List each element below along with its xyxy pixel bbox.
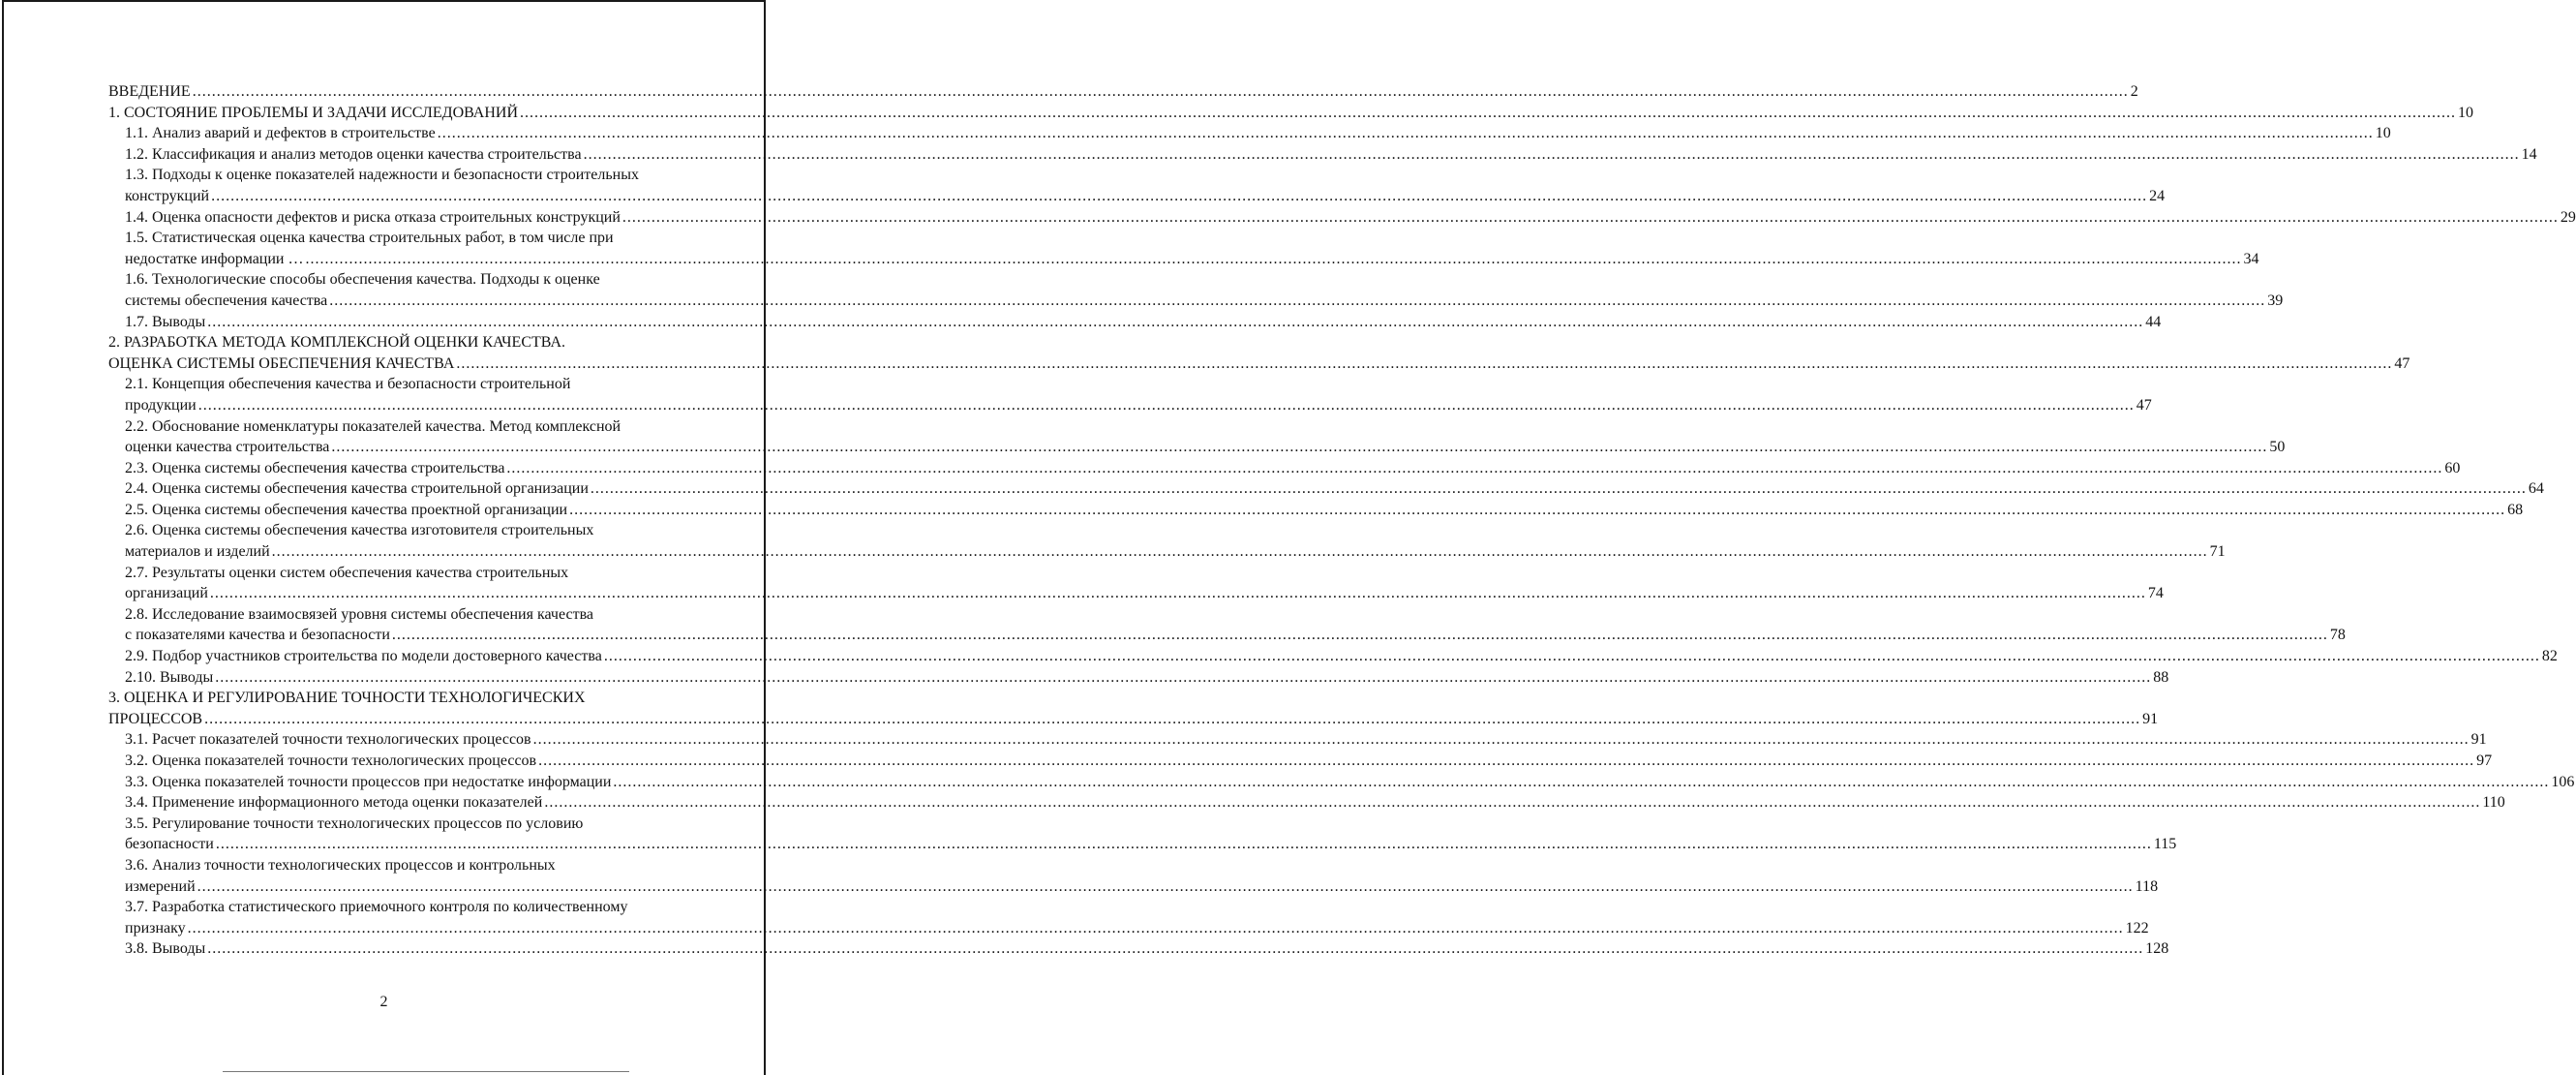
- dot-leader: ................................................................................................................................................................................................................................................................................................................................................................................................................: [520, 104, 2457, 121]
- toc-entry-row: [125, 834, 2177, 855]
- dot-leader: ................................................................................................................................................................................................................................................................................................................................................................................................................: [329, 292, 2266, 309]
- toc-entry-title-line: 2.8. Исследование взаимосвязей уровня системы обеспечения качества: [125, 605, 594, 623]
- dot-leader: ................................................................................................................................................................................................................................................................................................................................................................................................................: [391, 627, 2328, 644]
- toc-entry-title-line: 2.1. Концепция обеспечения качества и безопасности строительной: [125, 376, 571, 393]
- toc-entry-title: 1.7. Выводы: [125, 313, 206, 330]
- toc-entry-title: с показателями качества и безопасности: [125, 627, 390, 644]
- toc-entry-title: ВВЕДЕНИЕ: [108, 83, 191, 100]
- toc-entry-page: 118: [2135, 877, 2159, 895]
- toc-entry-row: [125, 186, 2166, 207]
- dot-leader: ................................................................................................................................................................................................................................................................................................................................................................................................................: [569, 501, 2506, 518]
- toc-entry-title: 2.5. Оценка системы обеспечения качества проектной организации: [125, 501, 568, 518]
- toc-entry-title-line: 2. РАЗРАБОТКА МЕТОДА КОМПЛЕКСНОЙ ОЦЕНКИ КАЧЕСТВА.: [108, 334, 565, 352]
- toc-entry-page: 68: [2507, 501, 2524, 518]
- toc-entry-row: [125, 144, 2537, 166]
- toc-entry-page: 88: [2153, 668, 2169, 686]
- toc-entry: [108, 458, 2461, 479]
- toc-entry-row: [108, 709, 2159, 730]
- toc-entry-title: 3.3. Оценка показателей точности процессов при недостатке информации: [125, 773, 612, 790]
- toc-entry-row: [125, 729, 2487, 751]
- toc-entry-title: 1.4. Оценка опасности дефектов и риска отказа строительных конструкций: [125, 208, 621, 226]
- toc-entry: [108, 165, 2166, 206]
- dot-leader: ................................................................................................................................................................................................................................................................................................................................................................................................................: [192, 83, 2129, 100]
- dot-leader: ................................................................................................................................................................................................................................................................................................................................................................................................................: [197, 396, 2135, 414]
- toc-entry-page: 24: [2149, 187, 2166, 204]
- toc-entry-row: [125, 478, 2544, 500]
- toc-entry-page: 2: [2130, 83, 2138, 100]
- toc-entry-page: 14: [2521, 145, 2537, 163]
- dot-leader: ................................................................................................................................................................................................................................................................................................................................................................................................................: [538, 752, 2475, 769]
- page-number: 2: [379, 994, 388, 1010]
- dot-leader: ................................................................................................................................................................................................................................................................................................................................................................................................................: [590, 480, 2527, 498]
- toc-entry-page: 71: [2209, 543, 2226, 561]
- dot-leader: ................................................................................................................................................................................................................................................................................................................................................................................................................: [603, 648, 2540, 665]
- toc-entry-title: оценки качества строительства: [125, 439, 330, 456]
- toc-entry-title: 2.10. Выводы: [125, 668, 214, 686]
- toc-entry-title-line: 3. ОЦЕНКА И РЕГУЛИРОВАНИЕ ТОЧНОСТИ ТЕХНОЛОГИЧЕСКИХ: [108, 690, 586, 707]
- toc-entry-row: [125, 541, 2226, 563]
- toc-entry: [108, 269, 2284, 311]
- toc-entry: [108, 207, 2576, 229]
- toc-entry-row: [125, 123, 2391, 144]
- toc-entry-title: измерений: [125, 877, 196, 895]
- toc-entry-title-line: 1.6. Технологические способы обеспечения качества. Подходы к оценке: [125, 271, 600, 289]
- toc-entry: [108, 228, 2259, 269]
- toc-entry-title: 3.2. Оценка показателей точности технологических процессов: [125, 752, 537, 769]
- toc-entry-page: 110: [2482, 794, 2505, 812]
- toc-entry: [108, 312, 2162, 333]
- toc-entry: [108, 772, 2575, 793]
- dot-leader: ................................................................................................................................................................................................................................................................................................................................................................................................................: [211, 187, 2148, 204]
- toc-entry-title: организаций: [125, 585, 208, 602]
- toc-entry-title-line: 2.2. Обоснование номенклатуры показателей качества. Метод комплексной: [125, 417, 621, 435]
- toc-entry-page: 34: [2243, 250, 2259, 267]
- toc-entry-page: 60: [2444, 459, 2461, 476]
- toc-entry-page: 91: [2142, 710, 2159, 727]
- toc-entry-page: 128: [2145, 940, 2169, 958]
- toc-entry-page: 122: [2125, 919, 2149, 937]
- dot-leader: ................................................................................................................................................................................................................................................................................................................................................................................................................: [456, 354, 2393, 372]
- toc-entry-row: [125, 583, 2164, 604]
- toc-entry-title-line: 2.7. Результаты оценки систем обеспечения качества строительных: [125, 564, 569, 581]
- toc-entry: [108, 751, 2493, 772]
- toc-entry-title-line: 3.6. Анализ точности технологических процессов и контрольных: [125, 856, 556, 874]
- toc-entry-row: [108, 81, 2138, 103]
- dot-leader: ................................................................................................................................................................................................................................................................................................................................................................................................................: [532, 731, 2470, 749]
- toc-entry-title: 3.4. Применение информационного метода оценки показателей: [125, 794, 543, 812]
- toc-entry-row: [125, 772, 2575, 793]
- toc-entry-title-line: 3.5. Регулирование точности технологических процессов по условию: [125, 814, 584, 832]
- toc-entry-page: 115: [2153, 836, 2177, 853]
- toc-entry-page: 82: [2541, 648, 2558, 665]
- toc-entry-row: [125, 751, 2493, 772]
- toc-entry: [108, 688, 2159, 729]
- toc-entry-page: 29: [2560, 208, 2576, 226]
- toc-entry: [108, 897, 2149, 938]
- toc-entry: [108, 144, 2537, 166]
- dot-leader: ................................................................................................................................................................................................................................................................................................................................................................................................................: [544, 794, 2481, 812]
- table-of-contents: [108, 81, 2576, 960]
- dot-leader: ................................................................................................................................................................................................................................................................................................................................................................................................................: [204, 710, 2141, 727]
- toc-entry: [108, 500, 2524, 521]
- toc-entry-page: 44: [2145, 313, 2162, 330]
- dot-leader: ................................................................................................................................................................................................................................................................................................................................................................................................................: [305, 250, 2242, 267]
- toc-entry-title: 1.2. Классификация и анализ методов оценки качества строительства: [125, 145, 582, 163]
- dot-leader: ................................................................................................................................................................................................................................................................................................................................................................................................................: [215, 836, 2152, 853]
- toc-entry-title: продукции: [125, 396, 197, 414]
- toc-entry-page: 97: [2476, 752, 2493, 769]
- toc-entry-page: 50: [2269, 439, 2286, 456]
- toc-entry: [108, 792, 2505, 814]
- toc-entry-row: [125, 876, 2159, 898]
- toc-entry-row: [125, 395, 2152, 416]
- dot-leader: ................................................................................................................................................................................................................................................................................................................................................................................................................: [209, 585, 2146, 602]
- toc-entry: [108, 667, 2169, 689]
- toc-entry-title: 2.4. Оценка системы обеспечения качества строительной организации: [125, 480, 589, 498]
- toc-entry: [108, 478, 2544, 500]
- toc-entry: [108, 729, 2487, 751]
- toc-entry-page: 74: [2147, 585, 2164, 602]
- toc-entry: [108, 604, 2346, 646]
- toc-entry-title: признаку: [125, 919, 186, 937]
- toc-entry: [108, 81, 2138, 103]
- toc-entry-row: [125, 500, 2524, 521]
- dot-leader: ................................................................................................................................................................................................................................................................................................................................................................................................................: [437, 125, 2374, 142]
- toc-entry-page: 39: [2267, 292, 2284, 309]
- toc-entry-row: [125, 792, 2505, 814]
- dot-leader: ................................................................................................................................................................................................................................................................................................................................................................................................................: [197, 877, 2134, 895]
- toc-entry-row: [125, 249, 2259, 270]
- toc-entry: [108, 332, 2410, 374]
- toc-entry-title: ОЦЕНКА СИСТЕМЫ ОБЕСПЕЧЕНИЯ КАЧЕСТВА: [108, 354, 455, 372]
- toc-entry-row: [125, 437, 2286, 458]
- toc-entry-title: 2.3. Оценка системы обеспечения качества строительства: [125, 459, 505, 476]
- toc-entry-title: 3.8. Выводы: [125, 940, 206, 958]
- toc-entry-row: [125, 938, 2169, 960]
- toc-entry-row: [125, 646, 2558, 667]
- toc-entry: [108, 103, 2474, 124]
- dot-leader: ................................................................................................................................................................................................................................................................................................................................................................................................................: [331, 439, 2268, 456]
- toc-entry-title: недостатке информации …: [125, 250, 304, 267]
- toc-entry-title: ПРОЦЕССОВ: [108, 710, 203, 727]
- toc-entry: [108, 520, 2226, 562]
- dot-leader: ................................................................................................................................................................................................................................................................................................................................................................................................................: [207, 940, 2144, 958]
- toc-entry: [108, 855, 2159, 897]
- toc-entry: [108, 646, 2558, 667]
- toc-entry: [108, 374, 2152, 415]
- toc-entry-page: 47: [2394, 354, 2410, 372]
- toc-entry: [108, 814, 2177, 855]
- scan-border-left: [2, 0, 4, 1075]
- dot-leader: ................................................................................................................................................................................................................................................................................................................................................................................................................: [187, 919, 2124, 937]
- toc-entry-title: системы обеспечения качества: [125, 292, 328, 309]
- toc-entry: [108, 416, 2286, 458]
- toc-entry: [108, 563, 2164, 604]
- toc-entry-row: [125, 625, 2346, 646]
- toc-entry-row: [125, 667, 2169, 689]
- toc-entry-title-line: 1.5. Статистическая оценка качества строительных работ, в том числе при: [125, 230, 614, 247]
- toc-entry-page: 78: [2329, 627, 2346, 644]
- toc-entry-title: материалов и изделий: [125, 543, 270, 561]
- toc-entry-page: 10: [2375, 125, 2391, 142]
- toc-entry: [108, 123, 2391, 144]
- dot-leader: ................................................................................................................................................................................................................................................................................................................................................................................................................: [583, 145, 2520, 163]
- dot-leader: ................................................................................................................................................................................................................................................................................................................................................................................................................: [215, 668, 2152, 686]
- toc-entry-row: [125, 291, 2284, 312]
- dot-leader: ................................................................................................................................................................................................................................................................................................................................................................................................................: [207, 313, 2144, 330]
- toc-entry-page: 64: [2528, 480, 2544, 498]
- toc-entry: [108, 938, 2169, 960]
- toc-entry-title: 2.9. Подбор участников строительства по модели достоверного качества: [125, 648, 602, 665]
- toc-entry-row: [108, 103, 2474, 124]
- toc-entry-title: 1.1. Анализ аварий и дефектов в строительстве: [125, 125, 436, 142]
- toc-entry-row: [125, 312, 2162, 333]
- toc-entry-title-line: 1.3. Подходы к оценке показателей надежности и безопасности строительных: [125, 167, 639, 184]
- toc-entry-row: [125, 918, 2149, 939]
- toc-entry-page: 47: [2136, 396, 2152, 414]
- toc-entry-title-line: 2.6. Оценка системы обеспечения качества изготовителя строительных: [125, 522, 594, 539]
- scan-border-top: [2, 0, 766, 2]
- toc-entry-title-line: 3.7. Разработка статистического приемочного контроля по количественному: [125, 899, 628, 916]
- toc-entry-row: [108, 353, 2410, 375]
- toc-entry-title: конструкций: [125, 187, 210, 204]
- toc-entry-title: 3.1. Расчет показателей точности технологических процессов: [125, 731, 531, 749]
- dot-leader: ................................................................................................................................................................................................................................................................................................................................................................................................................: [613, 773, 2550, 790]
- scan-border-bottom: [223, 1071, 629, 1072]
- toc-entry-page: 10: [2458, 104, 2474, 121]
- toc-entry-row: [125, 458, 2461, 479]
- toc-entry-page: 91: [2470, 731, 2487, 749]
- dot-leader: ................................................................................................................................................................................................................................................................................................................................................................................................................: [621, 208, 2559, 226]
- toc-entry-page: 106: [2551, 773, 2575, 790]
- dot-leader: ................................................................................................................................................................................................................................................................................................................................................................................................................: [506, 459, 2443, 476]
- toc-entry-title: 1. СОСТОЯНИЕ ПРОБЛЕМЫ И ЗАДАЧИ ИССЛЕДОВАНИЙ: [108, 104, 519, 121]
- toc-entry-title: безопасности: [125, 836, 214, 853]
- dot-leader: ................................................................................................................................................................................................................................................................................................................................................................................................................: [271, 543, 2208, 561]
- toc-entry-row: [125, 207, 2576, 229]
